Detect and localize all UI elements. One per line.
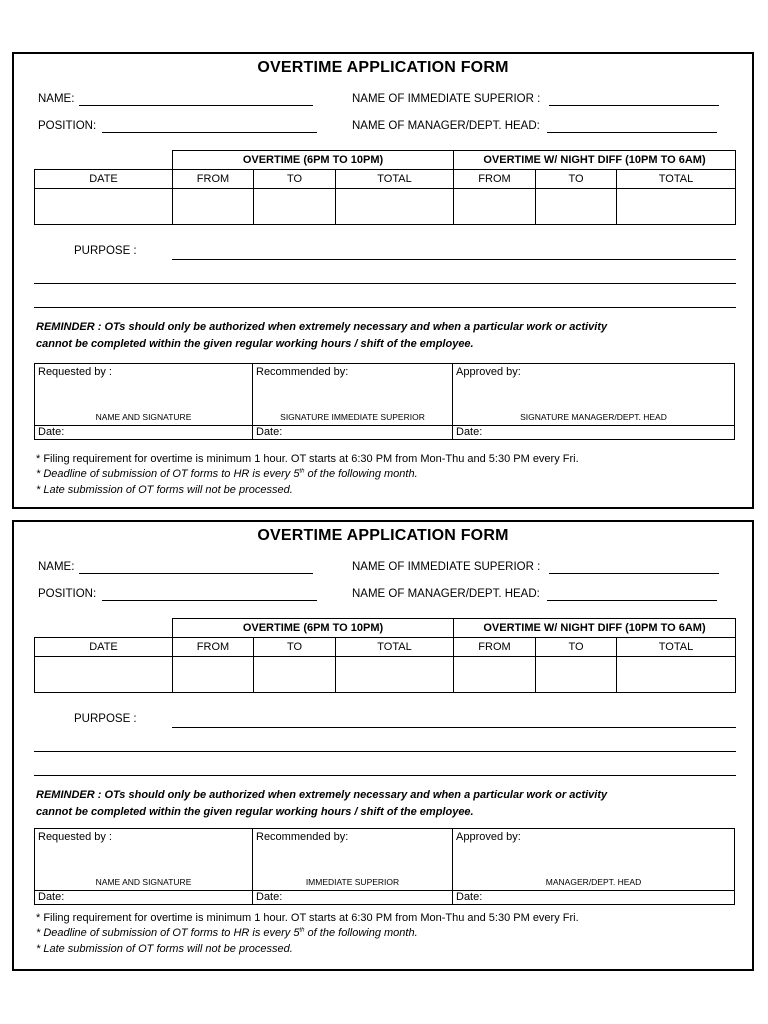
approved-by-cell[interactable]: [453, 364, 735, 426]
reminder-line-1: REMINDER : OTs should only be authorized when extremely necessary and when a particular work or activity: [36, 789, 608, 801]
recommended-date-cell[interactable]: Date:: [253, 426, 453, 440]
signature-table: [34, 363, 735, 440]
reminder-line-2: cannot be completed within the given regular working hours / shift of the employee.: [36, 806, 474, 818]
name-field[interactable]: [79, 573, 313, 574]
manager-caption: MANAGER/DEPT. HEAD: [545, 877, 642, 887]
late-submission-note: * Late submission of OT forms will not be processed.: [36, 943, 293, 955]
immediate-superior-field[interactable]: [549, 573, 719, 574]
overtime-header: OVERTIME (6PM TO 10PM): [173, 619, 454, 638]
purpose-field[interactable]: [172, 259, 736, 260]
filing-note: * Filing requirement for overtime is minimum 1 hour. OT starts at 6:30 PM from Mon-Thu and 5:30 PM every Fri.: [36, 453, 579, 465]
requested-by-cell[interactable]: [35, 364, 253, 426]
nd-from-cell[interactable]: [454, 657, 536, 693]
total-cell[interactable]: [336, 657, 454, 693]
manager-label: NAME OF MANAGER/DEPT. HEAD:: [352, 588, 540, 600]
from-cell[interactable]: [173, 657, 254, 693]
purpose-line-2[interactable]: [34, 751, 736, 752]
deadline-note: * Deadline of submission of OT forms to HR is every 5th of the following month.: [36, 468, 418, 480]
name-label: NAME:: [38, 93, 75, 105]
overtime-table: [34, 618, 736, 693]
manager-field[interactable]: [547, 600, 717, 601]
position-field[interactable]: [102, 132, 317, 133]
total-cell[interactable]: [336, 189, 454, 225]
col-nd-from: FROM: [454, 170, 536, 189]
col-from: FROM: [173, 170, 254, 189]
col-nd-from: FROM: [454, 638, 536, 657]
approved-date-cell[interactable]: Date:: [453, 426, 735, 440]
overtime-table: [34, 150, 736, 225]
position-label: POSITION:: [38, 120, 97, 132]
to-cell[interactable]: [254, 657, 336, 693]
deadline-note: * Deadline of submission of OT forms to HR is every 5th of the following month.: [36, 927, 418, 939]
from-cell[interactable]: [173, 189, 254, 225]
reminder: [36, 319, 736, 353]
immediate-superior-field[interactable]: [549, 105, 719, 106]
nd-total-cell[interactable]: [617, 657, 736, 693]
col-date: DATE: [35, 170, 173, 189]
date-cell[interactable]: [35, 189, 173, 225]
col-total: TOTAL: [336, 638, 454, 657]
purpose-line-3[interactable]: [34, 775, 736, 776]
to-cell[interactable]: [254, 189, 336, 225]
recommended-by-cell[interactable]: [253, 364, 453, 426]
purpose-line-2[interactable]: [34, 283, 736, 284]
requested-date-cell[interactable]: Date:: [35, 426, 253, 440]
late-submission-note: * Late submission of OT forms will not be processed.: [36, 484, 293, 496]
approved-by-label: Approved by:: [456, 366, 521, 378]
requested-by-label: Requested by :: [38, 831, 112, 843]
col-to: TO: [254, 170, 336, 189]
form-title: OVERTIME APPLICATION FORM: [257, 59, 509, 76]
position-label: POSITION:: [38, 588, 97, 600]
approved-date-cell[interactable]: Date:: [453, 891, 735, 905]
recommended-by-label: Recommended by:: [256, 366, 349, 378]
approved-by-cell[interactable]: [453, 829, 735, 891]
overtime-header: OVERTIME (6PM TO 10PM): [173, 151, 454, 170]
purpose-label: PURPOSE :: [74, 713, 137, 725]
overtime-form-1: [12, 52, 754, 509]
superior-caption: IMMEDIATE SUPERIOR: [305, 877, 400, 887]
name-label: NAME:: [38, 561, 75, 573]
col-total: TOTAL: [336, 170, 454, 189]
nd-total-cell[interactable]: [617, 189, 736, 225]
purpose-field[interactable]: [172, 727, 736, 728]
requested-date-cell[interactable]: Date:: [35, 891, 253, 905]
purpose-line-3[interactable]: [34, 307, 736, 308]
date-cell[interactable]: [35, 657, 173, 693]
recommended-date-cell[interactable]: Date:: [253, 891, 453, 905]
night-diff-header: OVERTIME W/ NIGHT DIFF (10PM TO 6AM): [454, 151, 736, 170]
name-signature-caption: NAME AND SIGNATURE: [95, 412, 192, 422]
col-nd-to: TO: [536, 638, 617, 657]
col-nd-total: TOTAL: [617, 638, 736, 657]
purpose-label: PURPOSE :: [74, 245, 137, 257]
col-from: FROM: [173, 638, 254, 657]
immediate-superior-label: NAME OF IMMEDIATE SUPERIOR :: [352, 561, 541, 573]
filing-note: * Filing requirement for overtime is minimum 1 hour. OT starts at 6:30 PM from Mon-Thu and 5:30 PM every Fri.: [36, 912, 579, 924]
reminder-line-2: cannot be completed within the given regular working hours / shift of the employee.: [36, 338, 474, 350]
superior-signature-caption: SIGNATURE IMMEDIATE SUPERIOR: [280, 412, 425, 422]
form-title: OVERTIME APPLICATION FORM: [257, 527, 509, 544]
name-field[interactable]: [79, 105, 313, 106]
nd-to-cell[interactable]: [536, 657, 617, 693]
recommended-by-label: Recommended by:: [256, 831, 349, 843]
col-nd-total: TOTAL: [617, 170, 736, 189]
col-date: DATE: [35, 638, 173, 657]
recommended-by-cell[interactable]: [253, 829, 453, 891]
immediate-superior-label: NAME OF IMMEDIATE SUPERIOR :: [352, 93, 541, 105]
overtime-form-2: [12, 520, 754, 971]
requested-by-label: Requested by :: [38, 366, 112, 378]
nd-to-cell[interactable]: [536, 189, 617, 225]
nd-from-cell[interactable]: [454, 189, 536, 225]
col-nd-to: TO: [536, 170, 617, 189]
manager-label: NAME OF MANAGER/DEPT. HEAD:: [352, 120, 540, 132]
reminder: [36, 787, 736, 821]
requested-by-cell[interactable]: [35, 829, 253, 891]
col-to: TO: [254, 638, 336, 657]
manager-field[interactable]: [547, 132, 717, 133]
night-diff-header: OVERTIME W/ NIGHT DIFF (10PM TO 6AM): [454, 619, 736, 638]
approved-by-label: Approved by:: [456, 831, 521, 843]
reminder-line-1: REMINDER : OTs should only be authorized when extremely necessary and when a particular work or activity: [36, 321, 608, 333]
position-field[interactable]: [102, 600, 317, 601]
name-signature-caption: NAME AND SIGNATURE: [95, 877, 192, 887]
manager-signature-caption: SIGNATURE MANAGER/DEPT. HEAD: [520, 412, 667, 422]
signature-table: [34, 828, 735, 905]
